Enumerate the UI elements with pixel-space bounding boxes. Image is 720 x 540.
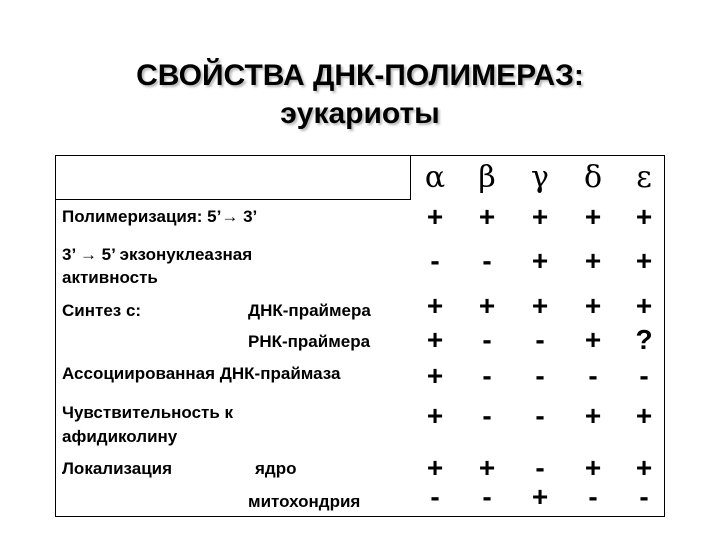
table-cell: + xyxy=(531,290,549,321)
table-cell: + xyxy=(478,290,496,321)
table-cell: + xyxy=(426,452,444,483)
table-cell: + xyxy=(635,201,653,232)
table-cell: - xyxy=(430,481,440,512)
table-cell: - xyxy=(535,324,545,355)
table-cell: + xyxy=(531,481,549,512)
table-cell: + xyxy=(426,290,444,321)
column-header-alpha: α xyxy=(424,160,446,195)
table-cell: - xyxy=(535,400,545,431)
column-header-epsilon: ε xyxy=(636,160,652,195)
table-cell: + xyxy=(635,452,653,483)
table-cell: + xyxy=(426,201,444,232)
table-cell: + xyxy=(635,290,653,321)
table-cell: + xyxy=(584,400,602,431)
table-cell: + xyxy=(584,245,602,276)
table-cell: - xyxy=(588,481,598,512)
row-label-synthesis: Синтез с: xyxy=(62,301,142,320)
table-cell: - xyxy=(535,452,545,483)
table-cell: ? xyxy=(635,324,653,355)
row-label-localization: Локализация xyxy=(62,459,173,478)
table-cell: + xyxy=(478,452,496,483)
table-cell: - xyxy=(482,360,492,391)
page-subtitle: эукариоты xyxy=(280,97,440,130)
table-cell: - xyxy=(482,245,492,276)
column-header-beta: β xyxy=(478,160,496,195)
row-sublabel-mitochondria: митохондрия xyxy=(248,492,361,511)
column-header-gamma: γ xyxy=(531,160,549,195)
row-label-aphidicolin-line1: Чувствительность к xyxy=(62,403,234,422)
row-sublabel-dna-primer: ДНК-праймера xyxy=(248,301,371,320)
table-cell: + xyxy=(584,290,602,321)
row-label-primase: Ассоциированная ДНК-праймаза xyxy=(62,364,341,383)
table-cell: - xyxy=(588,360,598,391)
row-label-exonuclease-line1: 3’ → 5’ экзонуклеазная xyxy=(62,245,253,264)
table-cell: - xyxy=(482,481,492,512)
table-header-cell xyxy=(55,155,411,200)
table-cell: + xyxy=(635,400,653,431)
table-cell: + xyxy=(584,201,602,232)
row-label-exonuclease-line2: активность xyxy=(62,268,158,287)
row-sublabel-rna-primer: РНК-праймера xyxy=(248,332,371,351)
table-cell: + xyxy=(531,245,549,276)
table-cell: - xyxy=(482,400,492,431)
table-cell: + xyxy=(426,360,444,391)
table-cell: + xyxy=(426,400,444,431)
row-label-polymerization: Полимеризация: 5’→ 3’ xyxy=(62,207,258,226)
row-label-aphidicolin-line2: афидиколину xyxy=(62,427,178,446)
table-cell: + xyxy=(584,452,602,483)
table-cell: - xyxy=(535,360,545,391)
table-cell: + xyxy=(584,324,602,355)
table-cell: + xyxy=(478,201,496,232)
table-cell: - xyxy=(430,245,440,276)
column-header-delta: δ xyxy=(583,160,603,195)
table-cell: - xyxy=(639,481,649,512)
page-title: СВОЙСТВА ДНК-ПОЛИМЕРАЗ: xyxy=(136,59,584,92)
table-cell: + xyxy=(426,324,444,355)
table-cell: + xyxy=(531,201,549,232)
table-cell: - xyxy=(639,360,649,391)
table-cell: - xyxy=(482,324,492,355)
table-cell: + xyxy=(635,245,653,276)
row-sublabel-nucleus: ядро xyxy=(255,459,297,478)
